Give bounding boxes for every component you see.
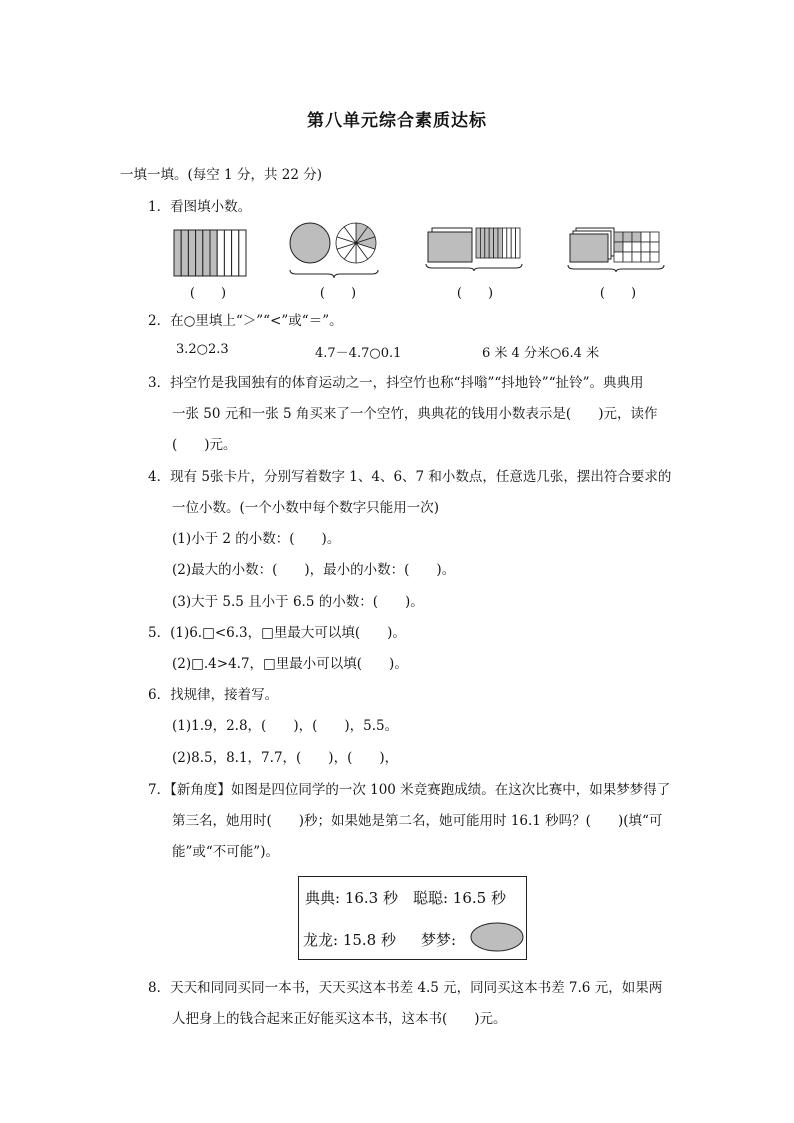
question-4-sub-1: (1)小于 2 的小数：( )。: [172, 531, 341, 547]
blank-fig4[interactable]: ( ): [599, 286, 637, 301]
question-5-sub-2: (2)□.4>4.7，□里最小可以填( )。: [172, 656, 408, 672]
figure-grid: [566, 224, 666, 274]
section-heading: 一填一填。(每空 1 分，共 22 分): [120, 167, 322, 183]
figure-circles: [286, 220, 382, 280]
compare-item-2: 4.7－4.7○0.1: [315, 346, 402, 361]
question-5-line-1: 5．(1)6.□<6.3，□里最大可以填( )。: [148, 625, 406, 641]
question-6: 6．找规律，接着写。: [148, 687, 279, 703]
question-8-line-2: 人把身上的钱合起来正好能买这本书，这本书( )元。: [172, 1011, 507, 1027]
hidden-time-oval: [469, 921, 525, 953]
question-3-line-3: ( )元。: [172, 437, 237, 453]
race-results-box: [298, 876, 527, 960]
question-2: 2．在○里填上“＞”“<”或“＝”。: [148, 313, 343, 329]
blank-fig1[interactable]: ( ): [189, 286, 227, 301]
question-6-sub-1: (1)1.9，2.8，( )，( )，5.5。: [172, 718, 399, 734]
results-row-1: 典典: 16.3 秒 聪聪: 16.5 秒: [305, 889, 506, 907]
blank-fig3[interactable]: ( ): [456, 286, 494, 301]
question-4-sub-3: (3)大于 5.5 且小于 6.5 的小数：( )。: [172, 594, 424, 610]
question-7-line-2: 第三名，她用时( )秒；如果她是第二名，她可能用时 16.1 秒吗？( )(填“可: [172, 813, 663, 829]
figure-tenths-strip: [172, 228, 248, 278]
question-7-line-1: 7．【新角度】如图是四位同学的一次 100 米竞赛跑成绩。在这次比赛中，如果梦梦得了: [148, 782, 671, 798]
question-3-line-2: 一张 50 元和一张 5 角买来了一个空竹，典典花的钱用小数表示是( )元，读作: [172, 406, 658, 422]
figure-rectangles: [424, 224, 524, 272]
compare-item-1: 3.2○2.3: [176, 342, 229, 357]
question-7-line-3: 能”或“不可能”)。: [172, 844, 279, 860]
results-longlong: 龙龙: 15.8 秒: [303, 931, 396, 949]
question-6-sub-2: (2)8.5，8.1，7.7，( )，( )，: [172, 750, 399, 766]
question-1: 1．看图填小数。: [148, 199, 252, 215]
question-3-line-1: 3．抖空竹是我国独有的体育运动之一，抖空竹也称“抖嗡”“抖地铃”“扯铃”。典典用: [148, 375, 644, 391]
results-mengmeng: 梦梦:: [421, 931, 457, 949]
question-8-line-1: 8．天天和同同买同一本书，天天买这本书差 4.5 元，同同买这本书差 7.6 元，如果两: [148, 980, 663, 996]
question-4-line-1: 4．现有 5张卡片，分别写着数字 1、4、6、7 和小数点，任意选几张，摆出符合要求的: [148, 469, 672, 485]
page-title: 第八单元综合素质达标: [307, 111, 487, 131]
question-4-sub-2: (2)最大的小数：( )，最小的小数：( )。: [172, 562, 456, 578]
blank-fig2[interactable]: ( ): [319, 286, 357, 301]
compare-item-3: 6 米 4 分米○6.4 米: [482, 346, 600, 361]
question-4-line-2: 一位小数。(一个小数中每个数字只能用一次): [172, 500, 440, 516]
